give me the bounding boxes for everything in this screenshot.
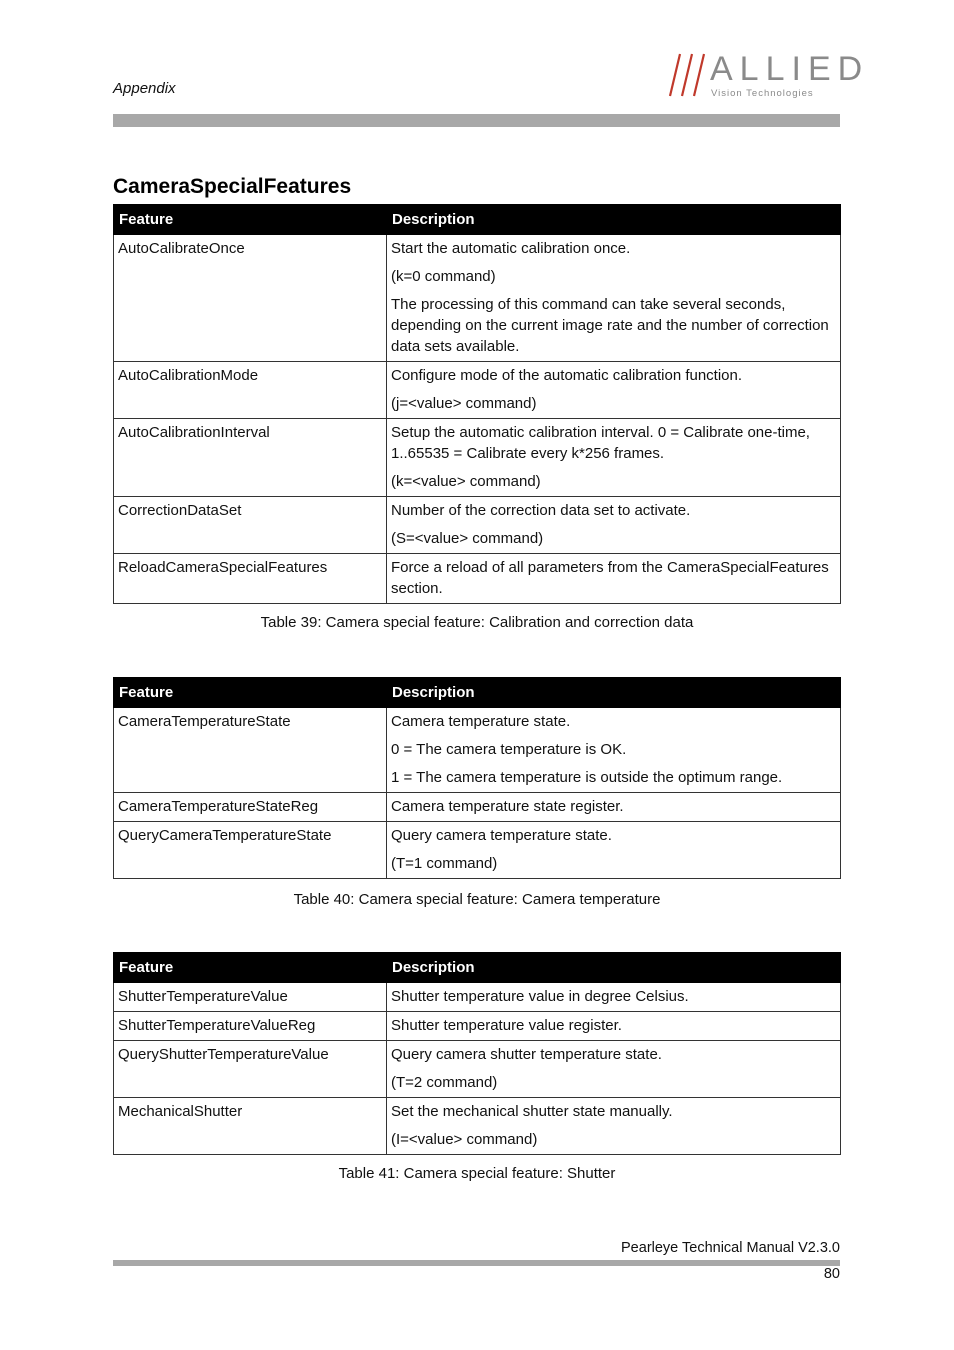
table-row bbox=[114, 822, 841, 879]
description-cell bbox=[387, 554, 841, 604]
table-row bbox=[114, 1098, 841, 1155]
allied-logo bbox=[668, 50, 870, 100]
description-cell bbox=[387, 497, 841, 554]
header-section-label: Appendix bbox=[113, 80, 176, 97]
table-caption: Table 40: Camera special feature: Camera temperature bbox=[293, 891, 661, 908]
feature-cell: ShutterTemperatureValueReg bbox=[114, 1012, 387, 1041]
feature-cell: ShutterTemperatureValue bbox=[114, 983, 387, 1012]
table-row bbox=[114, 554, 841, 604]
logo-subtext: Vision Technologies bbox=[711, 88, 814, 99]
page-number: 80 bbox=[823, 1266, 840, 1282]
calibration-table bbox=[113, 204, 841, 604]
feature-cell: CorrectionDataSet bbox=[114, 497, 387, 554]
feature-cell: MechanicalShutter bbox=[114, 1098, 387, 1155]
table-row bbox=[114, 708, 841, 793]
description-line: (j=<value> command) bbox=[391, 395, 537, 412]
table-row bbox=[114, 1041, 841, 1098]
description-line: Set the mechanical shutter state manually. bbox=[391, 1103, 673, 1120]
table-row bbox=[114, 793, 841, 822]
description-cell bbox=[387, 1098, 841, 1155]
description-line: 0 = The camera temperature is OK. bbox=[391, 741, 627, 758]
description-line: Query camera temperature state. bbox=[391, 827, 612, 844]
description-line: Camera temperature state register. bbox=[391, 798, 624, 815]
description-line: The processing of this command can take several seconds, depending on the current image rate and the number of correction data sets available. bbox=[391, 296, 829, 355]
description-line: (I=<value> command) bbox=[391, 1131, 538, 1148]
table-caption: Table 41: Camera special feature: Shutter bbox=[338, 1165, 616, 1182]
column-header-description: Description bbox=[387, 205, 841, 235]
logo-wordmark: ALLIED bbox=[710, 50, 870, 88]
feature-cell: AutoCalibrationInterval bbox=[114, 419, 387, 497]
footer-document-title: Pearleye Technical Manual V2.3.0 bbox=[621, 1240, 840, 1256]
description-line: (T=1 command) bbox=[391, 855, 498, 872]
header-divider-bar bbox=[113, 114, 840, 127]
description-line: (k=<value> command) bbox=[391, 473, 541, 490]
table-row bbox=[114, 1012, 841, 1041]
logo-slashes-icon bbox=[668, 52, 708, 100]
description-line: 1 = The camera temperature is outside the optimum range. bbox=[391, 769, 783, 786]
description-cell bbox=[387, 1041, 841, 1098]
column-header-description: Description bbox=[387, 678, 841, 708]
table-header-row bbox=[114, 953, 841, 983]
shutter-table bbox=[113, 952, 841, 1155]
description-cell bbox=[387, 419, 841, 497]
table-row bbox=[114, 362, 841, 419]
description-line: Number of the correction data set to activate. bbox=[391, 502, 691, 519]
description-cell bbox=[387, 793, 841, 822]
description-line: Setup the automatic calibration interval. 0 = Calibrate one-time, 1..65535 = Calibrate every k*256 frames. bbox=[391, 424, 810, 462]
description-line: (S=<value> command) bbox=[391, 530, 544, 547]
description-line: (k=0 command) bbox=[391, 268, 496, 285]
table-row bbox=[114, 497, 841, 554]
column-header-feature: Feature bbox=[114, 953, 387, 983]
section-title: CameraSpecialFeatures bbox=[113, 175, 352, 198]
temperature-table bbox=[113, 677, 841, 879]
description-cell bbox=[387, 983, 841, 1012]
feature-cell: ReloadCameraSpecialFeatures bbox=[114, 554, 387, 604]
footer-divider-bar bbox=[113, 1260, 840, 1266]
column-header-description: Description bbox=[387, 953, 841, 983]
description-line: Shutter temperature value register. bbox=[391, 1017, 622, 1034]
description-cell bbox=[387, 362, 841, 419]
description-line: Camera temperature state. bbox=[391, 713, 571, 730]
column-header-feature: Feature bbox=[114, 678, 387, 708]
table-caption: Table 39: Camera special feature: Calibration and correction data bbox=[260, 614, 694, 631]
table-row bbox=[114, 235, 841, 362]
description-line: Shutter temperature value in degree Celsius. bbox=[391, 988, 689, 1005]
column-header-feature: Feature bbox=[114, 205, 387, 235]
description-cell bbox=[387, 708, 841, 793]
feature-cell: CameraTemperatureStateReg bbox=[114, 793, 387, 822]
description-line: Configure mode of the automatic calibration function. bbox=[391, 367, 743, 384]
feature-cell: CameraTemperatureState bbox=[114, 708, 387, 793]
feature-cell: AutoCalibrationMode bbox=[114, 362, 387, 419]
feature-cell: QueryCameraTemperatureState bbox=[114, 822, 387, 879]
description-line: Force a reload of all parameters from the CameraSpecialFeatures section. bbox=[391, 559, 829, 597]
description-cell bbox=[387, 1012, 841, 1041]
description-line: (T=2 command) bbox=[391, 1074, 498, 1091]
description-cell bbox=[387, 235, 841, 362]
description-cell bbox=[387, 822, 841, 879]
table-row bbox=[114, 983, 841, 1012]
table-header-row bbox=[114, 678, 841, 708]
feature-cell: AutoCalibrateOnce bbox=[114, 235, 387, 362]
description-line: Start the automatic calibration once. bbox=[391, 240, 631, 257]
table-header-row bbox=[114, 205, 841, 235]
feature-cell: QueryShutterTemperatureValue bbox=[114, 1041, 387, 1098]
table-row bbox=[114, 419, 841, 497]
description-line: Query camera shutter temperature state. bbox=[391, 1046, 662, 1063]
